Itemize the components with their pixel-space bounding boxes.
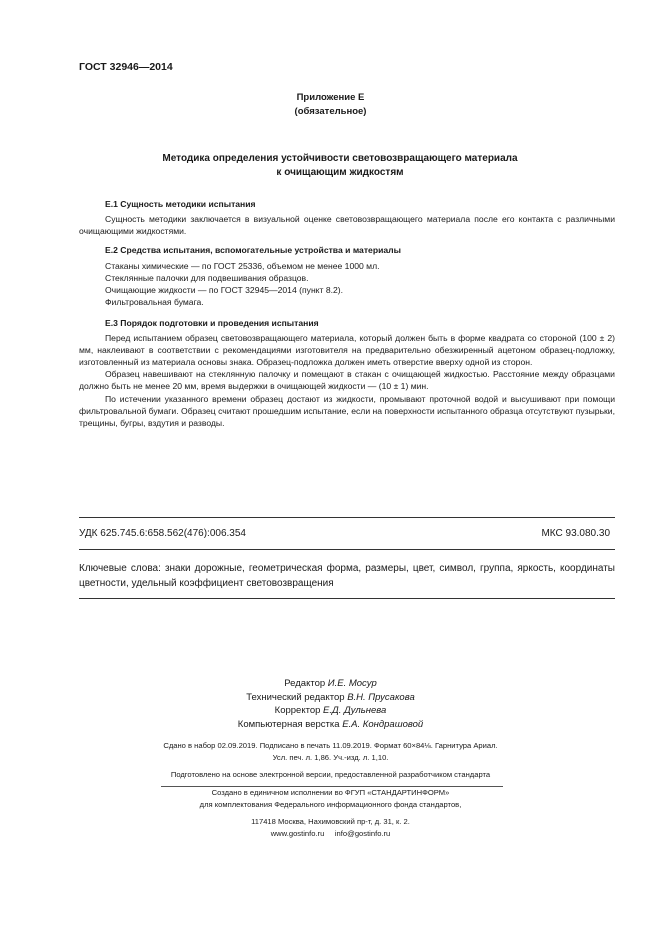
section-e3-paragraph: Образец навешивают на стеклянную палочку и помещают в стакан с очищающей жидкостью. Расстояние между образцами должно быть не менее 20 мм, время выдержки в очищающей жидкости — (10 ± 1) мин. [79, 369, 615, 392]
mks-code: МКС 93.080.30 [541, 528, 610, 539]
annex-heading [0, 91, 661, 119]
section-e3-heading: Е.3 Порядок подготовки и проведения испытания [105, 318, 319, 328]
imprint-line-2: Усл. печ. л. 1,86. Уч.-изд. л. 1,10. [272, 753, 389, 763]
credit-name: И.Е. Мосур [327, 678, 377, 689]
section-e2 [79, 244, 615, 308]
credit-role: Компьютерная верстка [237, 718, 340, 730]
imprint-block [0, 740, 661, 765]
credit-name: В.Н. Прусакова [347, 691, 415, 703]
divider-middle [79, 549, 615, 550]
publisher-line-2: для комплектования Федерального информационного фонда стандартов, [199, 800, 462, 810]
publisher-contacts [0, 828, 661, 840]
publisher-website[interactable]: www.gostinfo.ru [270, 829, 325, 839]
section-e1 [79, 198, 615, 237]
document-title [40, 152, 640, 180]
credit-line [0, 718, 661, 732]
credit-line [0, 704, 661, 718]
equipment-item: Очищающие жидкости — по ГОСТ 32945—2014 (пункт 8.2). [105, 285, 344, 296]
credit-line [0, 691, 661, 705]
imprint-source: Подготовлено на основе электронной версии, предоставленной разработчиком стандарта [170, 770, 491, 779]
credit-role: Технический редактор [246, 691, 345, 703]
credit-role: Корректор [274, 705, 321, 717]
gost-header: ГОСТ 32946—2014 [79, 61, 173, 73]
section-e3-paragraph: Перед испытанием образец световозвращающего материала, который должен быть в форме квадрата со стороной (100 ± 2) мм, наклеивают в соответствии с рекомендациями изготовителя на предварительно обезжиренный ацетоном образец-подложку, изготовленный из материала основы знака. Образец-подложка должен иметь отверстие вверху одной из сторон. [79, 333, 615, 368]
credit-line [0, 677, 661, 691]
divider-bottom [79, 598, 615, 599]
publisher-address: 117418 Москва, Нахимовский пр-т, д. 31, к. 2. [251, 816, 410, 826]
publisher-block [0, 787, 661, 841]
divider-top [79, 517, 615, 518]
publisher-email[interactable]: info@gostinfo.ru [334, 829, 391, 839]
equipment-item: Стеклянные палочки для подвешивания образцов. [105, 273, 309, 284]
credit-name: Е.Д. Дульнева [323, 705, 387, 717]
annex-subtitle: (обязательное) [294, 106, 367, 117]
title-line-2: к очищающим жидкостям [276, 167, 404, 178]
publisher-line-1: Создано в единичном исполнении во ФГУП «СТАНДАРТИНФОРМ» [211, 788, 450, 797]
equipment-item: Стаканы химические — по ГОСТ 25336, объемом не менее 1000 мл. [105, 261, 380, 272]
section-e1-text: Сущность методики заключается в визуальной оценке световозвращающего материала после его контакта с различными очищающими жидкостями. [79, 214, 615, 237]
credit-role: Редактор [284, 678, 326, 689]
annex-title: Приложение Е [296, 92, 365, 103]
equipment-item: Фильтровальная бумага. [105, 297, 204, 308]
section-e3 [79, 317, 615, 429]
section-e3-paragraph: По истечении указанного времени образец достают из жидкости, промывают проточной водой и высушивают при помощи фильтровальной бумаги. Образец считают прошедшим испытание, если на поверхности испытанного образца отсутствуют пузырьки, трещины, бугры, вздутия и разводы. [79, 393, 615, 428]
editorial-credits [0, 677, 661, 731]
imprint-line-1: Сдано в набор 02.09.2019. Подписано в печать 11.09.2019. Формат 60×84⅛. Гарнитура Ариал. [163, 741, 498, 750]
title-line-1: Методика определения устойчивости световозвращающего материала [162, 153, 518, 164]
section-e2-heading: Е.2 Средства испытания, вспомогательные устройства и материалы [105, 245, 401, 255]
credit-name: Е.А. Кондрашовой [342, 718, 424, 730]
udk-code: УДК 625.745.6:658.562(476):006.354 [79, 528, 246, 539]
section-e1-heading: Е.1 Сущность методики испытания [105, 199, 256, 209]
keywords: Ключевые слова: знаки дорожные, геометрическая форма, размеры, цвет, символ, группа, яркость, координаты цветности, удельный коэффициент световозвращения [79, 563, 615, 589]
